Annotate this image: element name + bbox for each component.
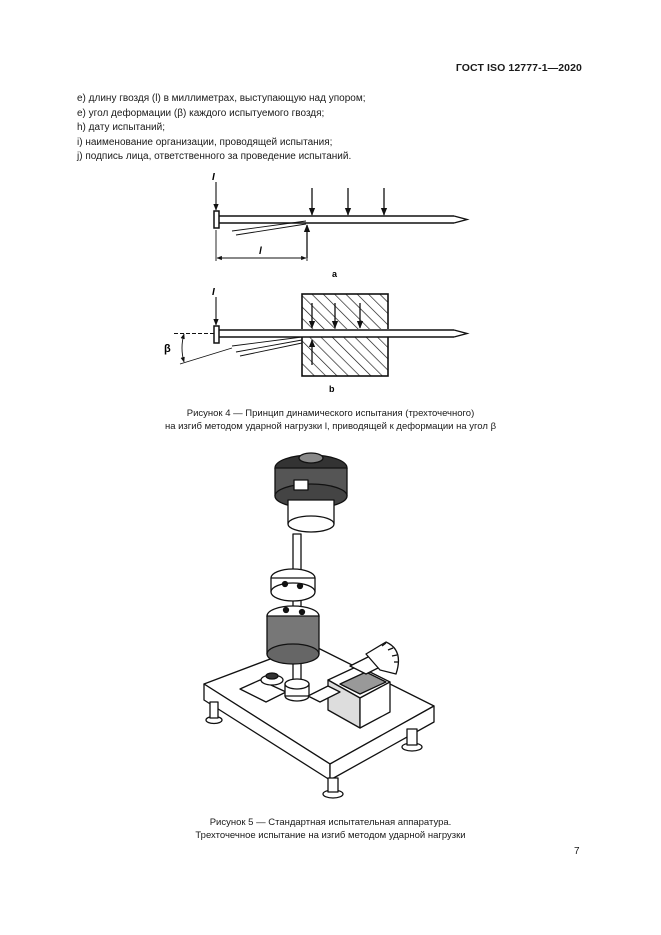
figure-5-caption-line2: Трехточечное испытание на изгиб методом ударной нагрузки bbox=[195, 830, 466, 841]
list-item: h) дату испытаний; bbox=[77, 122, 166, 134]
figure-4-caption-line1: Рисунок 4 — Принцип динамического испытания (трехточечного) bbox=[186, 408, 475, 419]
list-item: j) подпись лица, ответственного за проведение испытаний. bbox=[77, 151, 352, 163]
figure-4-caption bbox=[0, 407, 661, 433]
figure-4-diagram bbox=[140, 168, 480, 400]
page-number: 7 bbox=[574, 846, 580, 857]
angle-deflection-line bbox=[180, 348, 232, 364]
figure-5-caption-line1: Рисунок 5 — Стандартная испытательная аппаратура. bbox=[209, 817, 452, 828]
standard-header: ГОСТ ISO 12777-1—2020 bbox=[455, 62, 582, 74]
figure-4-caption-line2: на изгиб методом ударной нагрузки l, приводящей к деформации на угол β bbox=[164, 421, 497, 432]
list-item: e) длину гвоздя (l) в миллиметрах, выступающую над упором; bbox=[77, 93, 366, 104]
figure-4a-label: a bbox=[332, 269, 338, 279]
reference-mark-label-b: I bbox=[212, 287, 215, 298]
length-label: l bbox=[259, 246, 262, 257]
reference-mark-label-a: I bbox=[212, 172, 215, 183]
figure-5-apparatus-illustration bbox=[190, 444, 470, 806]
angle-label: β bbox=[164, 343, 171, 355]
angle-arc bbox=[182, 334, 184, 362]
list-item: e) угол деформации (β) каждого испытуемого гвоздя; bbox=[77, 107, 325, 119]
figure-4a-nail bbox=[214, 211, 467, 235]
list-item: i) наименование организации, проводящей испытания; bbox=[77, 136, 333, 148]
figure-4b-label: b bbox=[329, 384, 335, 394]
figure-5-caption bbox=[0, 816, 661, 842]
report-items-list bbox=[77, 92, 597, 165]
